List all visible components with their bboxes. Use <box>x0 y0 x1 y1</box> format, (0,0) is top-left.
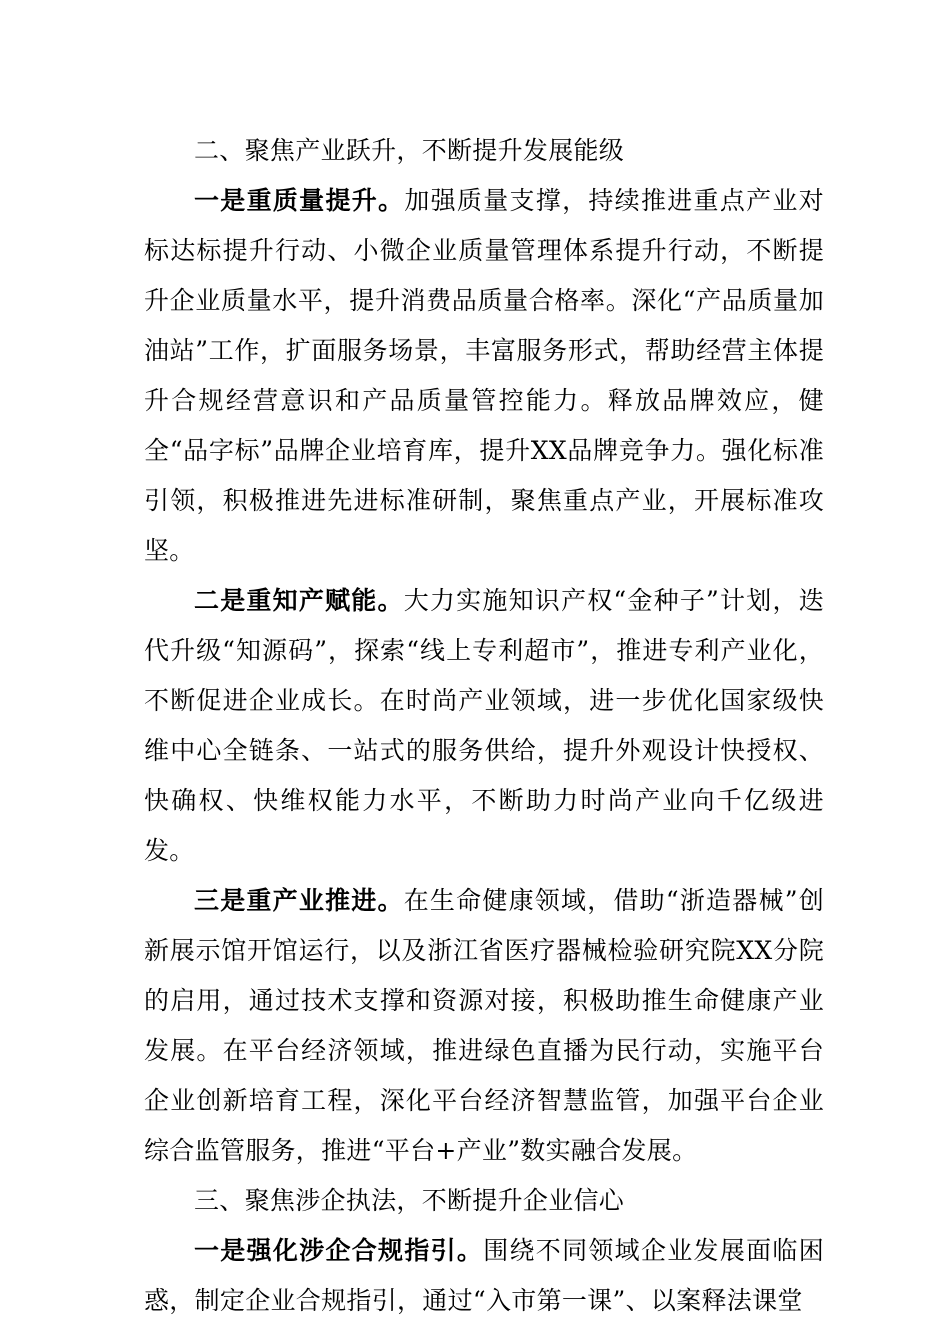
paragraph-lead: 二是重知产赋能。 <box>194 586 404 615</box>
paragraph-ip-empowerment <box>144 576 824 876</box>
paragraph-text: 大力实施知识产权“金种子”计划，迭代升级“知源码”，探索“线上专利超市”，推进专利产业化，不断促进企业成长。在时尚产业领域，进一步优化国家级快维中心全链条、一站式的服务供给，提升外观设计快授权、快确权、快维权能力水平，不断助力时尚产业向千亿级进发。 <box>144 586 824 865</box>
paragraph-text: 在生命健康领域，借助“浙造器械”创新展示馆开馆运行，以及浙江省医疗器械检验研究院XX分院的启用，通过技术支撑和资源对接，积极助推生命健康产业发展。在平台经济领域，推进绿色直播为民行动，实施平台企业创新培育工程，深化平台经济智慧监管，加强平台企业综合监管服务，推进“平台+产业”数实融合发展。 <box>144 886 824 1165</box>
paragraph-text: 围绕不同领域企业发展面临困惑，制定企业合规指引，通过“入市第一课”、以案释法课堂 <box>144 1236 824 1315</box>
document-body <box>144 126 824 1326</box>
paragraph-lead: 一是强化涉企合规指引。 <box>194 1236 484 1265</box>
section-heading-3: 三、聚焦涉企执法，不断提升企业信心 <box>194 1186 625 1215</box>
paragraph-industry-promotion <box>144 876 824 1176</box>
paragraph-lead: 三是重产业推进。 <box>194 886 404 915</box>
section-heading-2: 二、聚焦产业跃升，不断提升发展能级 <box>194 136 625 165</box>
paragraph-quality-improvement <box>144 176 824 576</box>
paragraph-compliance-guidance <box>144 1226 824 1326</box>
paragraph-text: 加强质量支撑，持续推进重点产业对标达标提升行动、小微企业质量管理体系提升行动，不断提升企业质量水平，提升消费品质量合格率。深化“产品质量加油站”工作，扩面服务场景，丰富服务形式，帮助经营主体提升合规经营意识和产品质量管控能力。释放品牌效应，健全“品字标”品牌企业培育库，提升XX品牌竞争力。强化标准引领，积极推进先进标准研制，聚焦重点产业，开展标准攻坚。 <box>144 186 824 565</box>
paragraph-lead: 一是重质量提升。 <box>194 186 405 215</box>
